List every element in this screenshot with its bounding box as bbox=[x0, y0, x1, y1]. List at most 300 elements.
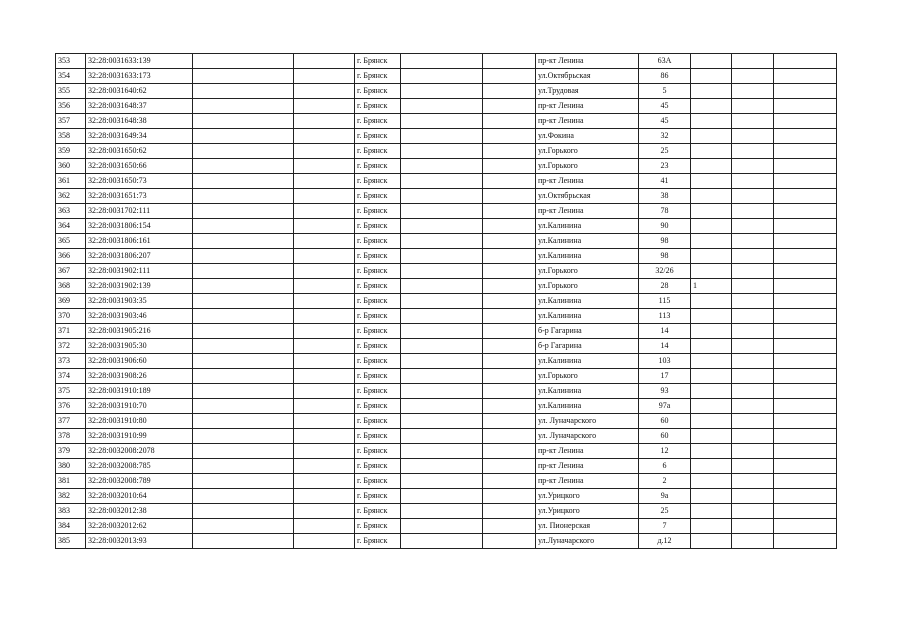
empty-cell bbox=[401, 189, 483, 204]
empty-cell bbox=[193, 234, 294, 249]
empty-cell bbox=[483, 369, 536, 384]
row-number: 384 bbox=[56, 519, 86, 534]
city-name: г. Брянск bbox=[355, 279, 401, 294]
cadastral-number: 32:28:0031902:111 bbox=[86, 264, 193, 279]
city-name: г. Брянск bbox=[355, 414, 401, 429]
empty-cell bbox=[193, 519, 294, 534]
empty-cell bbox=[294, 69, 355, 84]
empty-cell bbox=[294, 264, 355, 279]
street-name: б-р Гагарина bbox=[536, 339, 639, 354]
empty-cell bbox=[294, 459, 355, 474]
street-name: пр-кт Ленина bbox=[536, 114, 639, 129]
empty-cell bbox=[401, 519, 483, 534]
empty-cell bbox=[294, 234, 355, 249]
empty-cell bbox=[732, 414, 774, 429]
house-number: 7 bbox=[639, 519, 691, 534]
empty-cell bbox=[401, 474, 483, 489]
empty-cell bbox=[774, 54, 837, 69]
city-name: г. Брянск bbox=[355, 369, 401, 384]
city-name: г. Брянск bbox=[355, 429, 401, 444]
empty-cell bbox=[732, 84, 774, 99]
row-number: 381 bbox=[56, 474, 86, 489]
street-name: ул.Горького bbox=[536, 159, 639, 174]
street-name: ул.Урицкого bbox=[536, 489, 639, 504]
house-number: 5 bbox=[639, 84, 691, 99]
extra-value bbox=[691, 534, 732, 549]
empty-cell bbox=[294, 309, 355, 324]
cadastral-number: 32:28:0031806:161 bbox=[86, 234, 193, 249]
empty-cell bbox=[732, 474, 774, 489]
empty-cell bbox=[294, 324, 355, 339]
empty-cell bbox=[193, 159, 294, 174]
empty-cell bbox=[774, 144, 837, 159]
table-row bbox=[56, 534, 837, 549]
empty-cell bbox=[294, 129, 355, 144]
empty-cell bbox=[732, 159, 774, 174]
city-name: г. Брянск bbox=[355, 234, 401, 249]
empty-cell bbox=[774, 309, 837, 324]
cadastral-number: 32:28:0031648:37 bbox=[86, 99, 193, 114]
row-number: 361 bbox=[56, 174, 86, 189]
street-name: ул.Калинина bbox=[536, 294, 639, 309]
empty-cell bbox=[294, 99, 355, 114]
empty-cell bbox=[774, 219, 837, 234]
house-number: 98 bbox=[639, 249, 691, 264]
empty-cell bbox=[294, 114, 355, 129]
empty-cell bbox=[774, 189, 837, 204]
house-number: 93 bbox=[639, 384, 691, 399]
empty-cell bbox=[732, 429, 774, 444]
row-number: 363 bbox=[56, 204, 86, 219]
empty-cell bbox=[294, 474, 355, 489]
cadastral-number: 32:28:0031902:139 bbox=[86, 279, 193, 294]
row-number: 380 bbox=[56, 459, 86, 474]
table-row bbox=[56, 339, 837, 354]
row-number: 365 bbox=[56, 234, 86, 249]
empty-cell bbox=[193, 444, 294, 459]
row-number: 353 bbox=[56, 54, 86, 69]
row-number: 379 bbox=[56, 444, 86, 459]
table-row bbox=[56, 204, 837, 219]
extra-value bbox=[691, 369, 732, 384]
row-number: 355 bbox=[56, 84, 86, 99]
records-table bbox=[55, 53, 837, 549]
empty-cell bbox=[401, 294, 483, 309]
empty-cell bbox=[483, 189, 536, 204]
cadastral-number: 32:28:0031910:70 bbox=[86, 399, 193, 414]
extra-value bbox=[691, 429, 732, 444]
city-name: г. Брянск bbox=[355, 204, 401, 219]
empty-cell bbox=[294, 444, 355, 459]
empty-cell bbox=[774, 324, 837, 339]
street-name: ул.Урицкого bbox=[536, 504, 639, 519]
extra-value bbox=[691, 249, 732, 264]
row-number: 375 bbox=[56, 384, 86, 399]
city-name: г. Брянск bbox=[355, 354, 401, 369]
city-name: г. Брянск bbox=[355, 399, 401, 414]
street-name: пр-кт Ленина bbox=[536, 174, 639, 189]
empty-cell bbox=[294, 189, 355, 204]
empty-cell bbox=[732, 234, 774, 249]
row-number: 354 bbox=[56, 69, 86, 84]
house-number: 25 bbox=[639, 144, 691, 159]
empty-cell bbox=[193, 84, 294, 99]
table-row bbox=[56, 474, 837, 489]
table-row bbox=[56, 114, 837, 129]
street-name: ул. Луначарского bbox=[536, 429, 639, 444]
empty-cell bbox=[193, 99, 294, 114]
empty-cell bbox=[732, 129, 774, 144]
empty-cell bbox=[294, 504, 355, 519]
cadastral-number: 32:28:0031910:99 bbox=[86, 429, 193, 444]
table-row bbox=[56, 399, 837, 414]
empty-cell bbox=[774, 414, 837, 429]
empty-cell bbox=[732, 249, 774, 264]
empty-cell bbox=[732, 444, 774, 459]
empty-cell bbox=[401, 204, 483, 219]
row-number: 370 bbox=[56, 309, 86, 324]
cadastral-number: 32:28:0031806:207 bbox=[86, 249, 193, 264]
empty-cell bbox=[483, 534, 536, 549]
cadastral-number: 32:28:0031806:154 bbox=[86, 219, 193, 234]
empty-cell bbox=[732, 309, 774, 324]
empty-cell bbox=[483, 354, 536, 369]
empty-cell bbox=[401, 114, 483, 129]
empty-cell bbox=[401, 414, 483, 429]
empty-cell bbox=[732, 534, 774, 549]
extra-value bbox=[691, 504, 732, 519]
table-row bbox=[56, 489, 837, 504]
row-number: 378 bbox=[56, 429, 86, 444]
city-name: г. Брянск bbox=[355, 339, 401, 354]
empty-cell bbox=[401, 324, 483, 339]
empty-cell bbox=[732, 369, 774, 384]
empty-cell bbox=[294, 84, 355, 99]
city-name: г. Брянск bbox=[355, 99, 401, 114]
empty-cell bbox=[193, 369, 294, 384]
house-number: 25 bbox=[639, 504, 691, 519]
empty-cell bbox=[774, 399, 837, 414]
empty-cell bbox=[774, 384, 837, 399]
records-body bbox=[56, 54, 837, 549]
empty-cell bbox=[294, 54, 355, 69]
street-name: ул.Октябрьская bbox=[536, 189, 639, 204]
house-number: 115 bbox=[639, 294, 691, 309]
empty-cell bbox=[294, 144, 355, 159]
empty-cell bbox=[193, 189, 294, 204]
table-row bbox=[56, 159, 837, 174]
house-number: 6 bbox=[639, 459, 691, 474]
cadastral-number: 32:28:0031649:34 bbox=[86, 129, 193, 144]
house-number: 12 bbox=[639, 444, 691, 459]
empty-cell bbox=[193, 399, 294, 414]
street-name: ул. Пионерская bbox=[536, 519, 639, 534]
empty-cell bbox=[774, 519, 837, 534]
city-name: г. Брянск bbox=[355, 219, 401, 234]
extra-value bbox=[691, 234, 732, 249]
cadastral-number: 32:28:0031910:189 bbox=[86, 384, 193, 399]
street-name: пр-кт Ленина bbox=[536, 99, 639, 114]
house-number: 90 bbox=[639, 219, 691, 234]
empty-cell bbox=[193, 414, 294, 429]
empty-cell bbox=[732, 69, 774, 84]
street-name: ул.Калинина bbox=[536, 309, 639, 324]
empty-cell bbox=[732, 504, 774, 519]
empty-cell bbox=[401, 444, 483, 459]
cadastral-number: 32:28:0032008:2078 bbox=[86, 444, 193, 459]
city-name: г. Брянск bbox=[355, 114, 401, 129]
empty-cell bbox=[774, 459, 837, 474]
empty-cell bbox=[193, 534, 294, 549]
city-name: г. Брянск bbox=[355, 384, 401, 399]
empty-cell bbox=[193, 354, 294, 369]
empty-cell bbox=[483, 504, 536, 519]
row-number: 383 bbox=[56, 504, 86, 519]
extra-value bbox=[691, 474, 732, 489]
extra-value bbox=[691, 489, 732, 504]
empty-cell bbox=[774, 279, 837, 294]
empty-cell bbox=[294, 414, 355, 429]
empty-cell bbox=[294, 519, 355, 534]
table-row bbox=[56, 429, 837, 444]
cadastral-number: 32:28:0031702:111 bbox=[86, 204, 193, 219]
empty-cell bbox=[774, 504, 837, 519]
empty-cell bbox=[193, 279, 294, 294]
cadastral-number: 32:28:0032010:64 bbox=[86, 489, 193, 504]
house-number: 28 bbox=[639, 279, 691, 294]
city-name: г. Брянск bbox=[355, 54, 401, 69]
extra-value bbox=[691, 174, 732, 189]
table-row bbox=[56, 324, 837, 339]
city-name: г. Брянск bbox=[355, 504, 401, 519]
empty-cell bbox=[401, 84, 483, 99]
cadastral-number: 32:28:0032008:789 bbox=[86, 474, 193, 489]
table-row bbox=[56, 444, 837, 459]
street-name: ул.Калинина bbox=[536, 219, 639, 234]
row-number: 373 bbox=[56, 354, 86, 369]
empty-cell bbox=[294, 294, 355, 309]
empty-cell bbox=[774, 114, 837, 129]
empty-cell bbox=[294, 339, 355, 354]
empty-cell bbox=[294, 159, 355, 174]
empty-cell bbox=[193, 114, 294, 129]
cadastral-number: 32:28:0031650:62 bbox=[86, 144, 193, 159]
house-number: 2 bbox=[639, 474, 691, 489]
empty-cell bbox=[401, 429, 483, 444]
empty-cell bbox=[294, 399, 355, 414]
empty-cell bbox=[774, 474, 837, 489]
row-number: 372 bbox=[56, 339, 86, 354]
empty-cell bbox=[483, 444, 536, 459]
empty-cell bbox=[483, 429, 536, 444]
empty-cell bbox=[483, 309, 536, 324]
street-name: б-р Гагарина bbox=[536, 324, 639, 339]
empty-cell bbox=[732, 489, 774, 504]
empty-cell bbox=[401, 159, 483, 174]
empty-cell bbox=[401, 534, 483, 549]
empty-cell bbox=[732, 459, 774, 474]
empty-cell bbox=[483, 339, 536, 354]
empty-cell bbox=[774, 129, 837, 144]
row-number: 358 bbox=[56, 129, 86, 144]
empty-cell bbox=[774, 204, 837, 219]
city-name: г. Брянск bbox=[355, 489, 401, 504]
empty-cell bbox=[193, 309, 294, 324]
empty-cell bbox=[193, 294, 294, 309]
empty-cell bbox=[732, 144, 774, 159]
cadastral-number: 32:28:0032012:38 bbox=[86, 504, 193, 519]
empty-cell bbox=[193, 339, 294, 354]
empty-cell bbox=[483, 84, 536, 99]
house-number: 45 bbox=[639, 99, 691, 114]
street-name: ул.Калинина bbox=[536, 399, 639, 414]
table-row bbox=[56, 69, 837, 84]
empty-cell bbox=[732, 54, 774, 69]
table-row bbox=[56, 504, 837, 519]
table-row bbox=[56, 99, 837, 114]
empty-cell bbox=[774, 354, 837, 369]
empty-cell bbox=[774, 84, 837, 99]
empty-cell bbox=[193, 324, 294, 339]
empty-cell bbox=[483, 114, 536, 129]
street-name: ул.Октябрьская bbox=[536, 69, 639, 84]
empty-cell bbox=[774, 99, 837, 114]
empty-cell bbox=[483, 159, 536, 174]
extra-value: 1 bbox=[691, 279, 732, 294]
row-number: 360 bbox=[56, 159, 86, 174]
table-row bbox=[56, 369, 837, 384]
table-row bbox=[56, 279, 837, 294]
empty-cell bbox=[774, 249, 837, 264]
empty-cell bbox=[732, 264, 774, 279]
street-name: ул.Горького bbox=[536, 264, 639, 279]
empty-cell bbox=[483, 459, 536, 474]
empty-cell bbox=[483, 99, 536, 114]
empty-cell bbox=[193, 474, 294, 489]
house-number: 17 bbox=[639, 369, 691, 384]
empty-cell bbox=[401, 99, 483, 114]
cadastral-number: 32:28:0031903:46 bbox=[86, 309, 193, 324]
empty-cell bbox=[483, 204, 536, 219]
street-name: ул.Горького bbox=[536, 369, 639, 384]
empty-cell bbox=[193, 174, 294, 189]
city-name: г. Брянск bbox=[355, 444, 401, 459]
cadastral-number: 32:28:0031650:66 bbox=[86, 159, 193, 174]
empty-cell bbox=[774, 264, 837, 279]
cadastral-number: 32:28:0031903:35 bbox=[86, 294, 193, 309]
empty-cell bbox=[401, 54, 483, 69]
cadastral-number: 32:28:0032008:785 bbox=[86, 459, 193, 474]
empty-cell bbox=[401, 219, 483, 234]
city-name: г. Брянск bbox=[355, 249, 401, 264]
empty-cell bbox=[732, 114, 774, 129]
street-name: ул.Калинина bbox=[536, 384, 639, 399]
table-row bbox=[56, 249, 837, 264]
city-name: г. Брянск bbox=[355, 264, 401, 279]
empty-cell bbox=[732, 189, 774, 204]
empty-cell bbox=[193, 384, 294, 399]
empty-cell bbox=[732, 354, 774, 369]
street-name: пр-кт Ленина bbox=[536, 459, 639, 474]
row-number: 356 bbox=[56, 99, 86, 114]
table-row bbox=[56, 264, 837, 279]
street-name: ул.Калинина bbox=[536, 234, 639, 249]
empty-cell bbox=[483, 219, 536, 234]
city-name: г. Брянск bbox=[355, 84, 401, 99]
extra-value bbox=[691, 399, 732, 414]
cadastral-number: 32:28:0031648:38 bbox=[86, 114, 193, 129]
extra-value bbox=[691, 264, 732, 279]
street-name: ул. Луначарского bbox=[536, 414, 639, 429]
table-row bbox=[56, 414, 837, 429]
street-name: пр-кт Ленина bbox=[536, 204, 639, 219]
house-number: 60 bbox=[639, 414, 691, 429]
house-number: 23 bbox=[639, 159, 691, 174]
cadastral-number: 32:28:0031910:80 bbox=[86, 414, 193, 429]
city-name: г. Брянск bbox=[355, 324, 401, 339]
cadastral-number: 32:28:0031908:26 bbox=[86, 369, 193, 384]
street-name: ул.Луначарского bbox=[536, 534, 639, 549]
empty-cell bbox=[401, 459, 483, 474]
row-number: 367 bbox=[56, 264, 86, 279]
city-name: г. Брянск bbox=[355, 174, 401, 189]
house-number: 63А bbox=[639, 54, 691, 69]
extra-value bbox=[691, 444, 732, 459]
city-name: г. Брянск bbox=[355, 189, 401, 204]
row-number: 376 bbox=[56, 399, 86, 414]
extra-value bbox=[691, 159, 732, 174]
table-row bbox=[56, 234, 837, 249]
extra-value bbox=[691, 84, 732, 99]
street-name: ул.Калинина bbox=[536, 354, 639, 369]
empty-cell bbox=[401, 384, 483, 399]
empty-cell bbox=[774, 174, 837, 189]
empty-cell bbox=[294, 354, 355, 369]
empty-cell bbox=[732, 294, 774, 309]
empty-cell bbox=[193, 69, 294, 84]
city-name: г. Брянск bbox=[355, 474, 401, 489]
house-number: 14 bbox=[639, 324, 691, 339]
house-number: 38 bbox=[639, 189, 691, 204]
empty-cell bbox=[732, 99, 774, 114]
cadastral-number: 32:28:0031905:216 bbox=[86, 324, 193, 339]
empty-cell bbox=[401, 69, 483, 84]
house-number: 78 bbox=[639, 204, 691, 219]
empty-cell bbox=[774, 444, 837, 459]
street-name: ул.Трудовая bbox=[536, 84, 639, 99]
empty-cell bbox=[193, 144, 294, 159]
row-number: 364 bbox=[56, 219, 86, 234]
house-number: 98 bbox=[639, 234, 691, 249]
city-name: г. Брянск bbox=[355, 159, 401, 174]
row-number: 385 bbox=[56, 534, 86, 549]
extra-value bbox=[691, 519, 732, 534]
empty-cell bbox=[483, 474, 536, 489]
extra-value bbox=[691, 324, 732, 339]
table-row bbox=[56, 459, 837, 474]
row-number: 382 bbox=[56, 489, 86, 504]
cadastral-number: 32:28:0031633:139 bbox=[86, 54, 193, 69]
extra-value bbox=[691, 219, 732, 234]
cadastral-number: 32:28:0031633:173 bbox=[86, 69, 193, 84]
house-number: 14 bbox=[639, 339, 691, 354]
empty-cell bbox=[774, 369, 837, 384]
empty-cell bbox=[483, 384, 536, 399]
empty-cell bbox=[483, 414, 536, 429]
city-name: г. Брянск bbox=[355, 294, 401, 309]
empty-cell bbox=[401, 144, 483, 159]
empty-cell bbox=[294, 279, 355, 294]
